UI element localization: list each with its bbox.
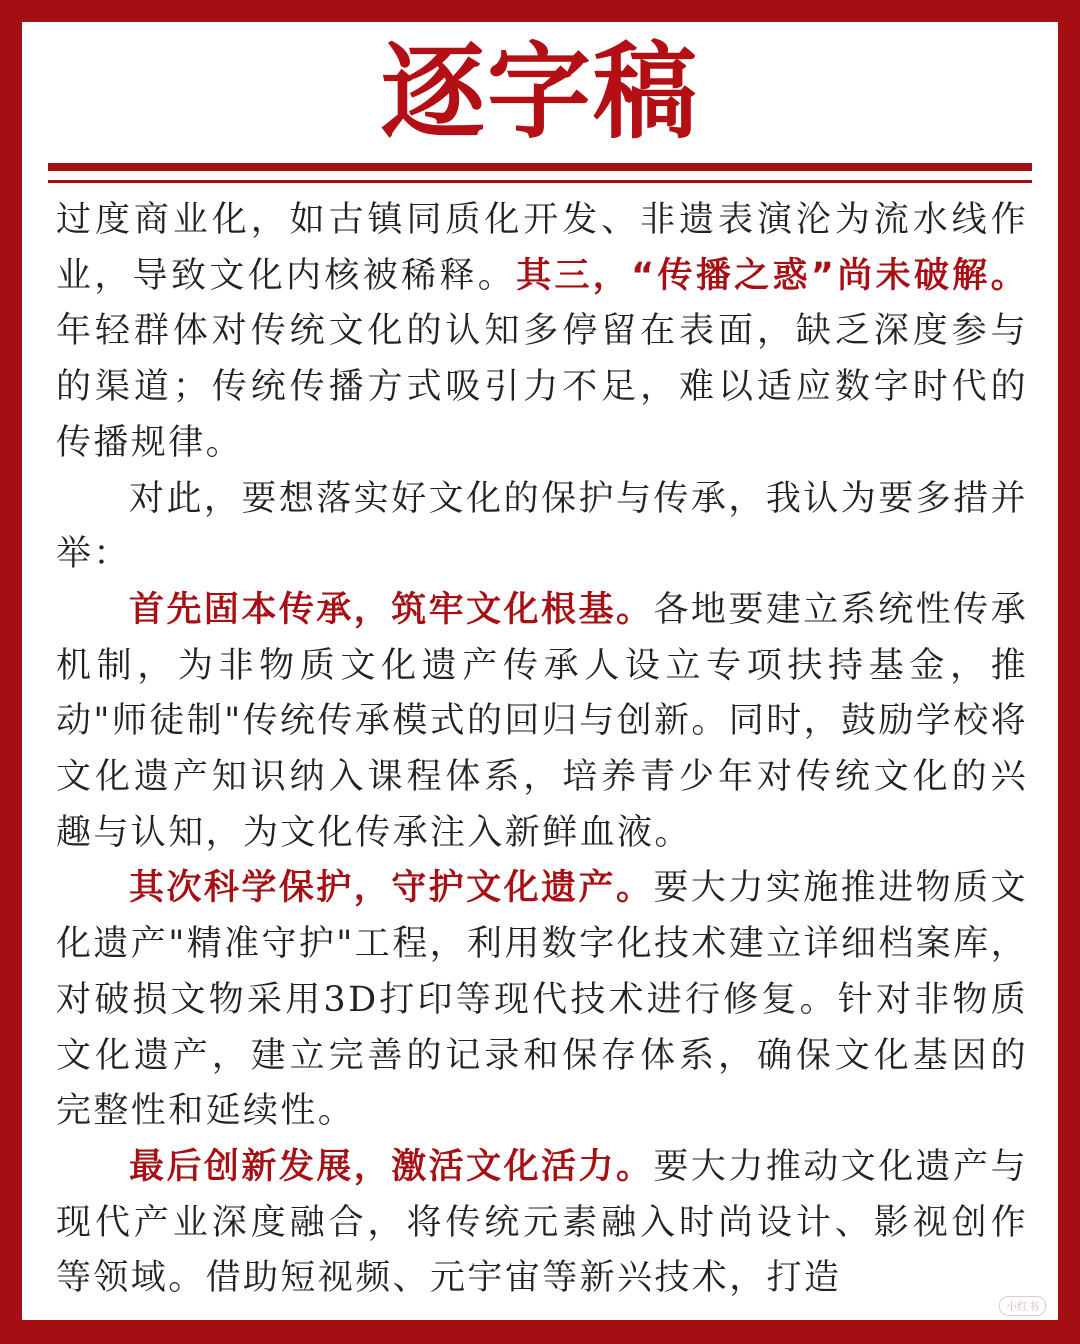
page-title: 逐字稿 [380,31,699,153]
paragraph-first-measure [56,583,1028,862]
watermark-logo: 小红书 [999,1296,1046,1316]
paragraph-text: 过度商业化，如古镇同质化开发、非遗表演沦为流水线作业，导致文化内核被稀释。 [56,200,1028,296]
highlight-heading: 首先固本传承，筑牢文化根基。 [129,589,654,630]
highlight-heading: 其次科学保护，守护文化遗产。 [129,868,654,909]
title-divider-thin [48,180,1032,183]
paragraph-text: 要大力实施推进物质文化遗产"精准守护"工程，利用数字化技术建立详细档案库，对破损文物采用3D打印等现代技术进行修复。针对非物质文化遗产，建立完善的记录和保存体系，确保文化基因的完整性和延续性。 [56,868,1028,1132]
paragraph-text: 各地要建立系统性传承机制，为非物质文化遗产传承人设立专项扶持基金，推动"师徒制"传统传承模式的回归与创新。同时，鼓励学校将文化遗产知识纳入课程体系，培养青少年对传统文化的兴趣与认知，为文化传承注入新鲜血液。 [56,589,1028,853]
highlight-heading: 其三，“传播之惑”尚未破解。 [516,255,1028,296]
title-divider-thick [48,163,1032,171]
paragraph-text: 对此，要想落实好文化的保护与传承，我认为要多措并举： [56,478,1028,575]
paragraph-problems [56,193,1028,472]
highlight-heading: 最后创新发展，激活文化活力。 [129,1146,654,1187]
paragraph-second-measure [56,861,1028,1140]
paragraph-third-measure [56,1140,1028,1307]
paragraph-text: 年轻群体对传统文化的认知多停留在表面，缺乏深度参与的渠道；传统传播方式吸引力不足，难以适应数字时代的传播规律。 [56,311,1028,463]
paragraph-intro [56,472,1028,583]
transcript-body [56,193,1028,1307]
paragraph-text: 要大力推动文化遗产与现代产业深度融合，将传统元素融入时尚设计、影视创作等领域。借助短视频、元宇宙等新兴技术，打造 [56,1146,1028,1299]
